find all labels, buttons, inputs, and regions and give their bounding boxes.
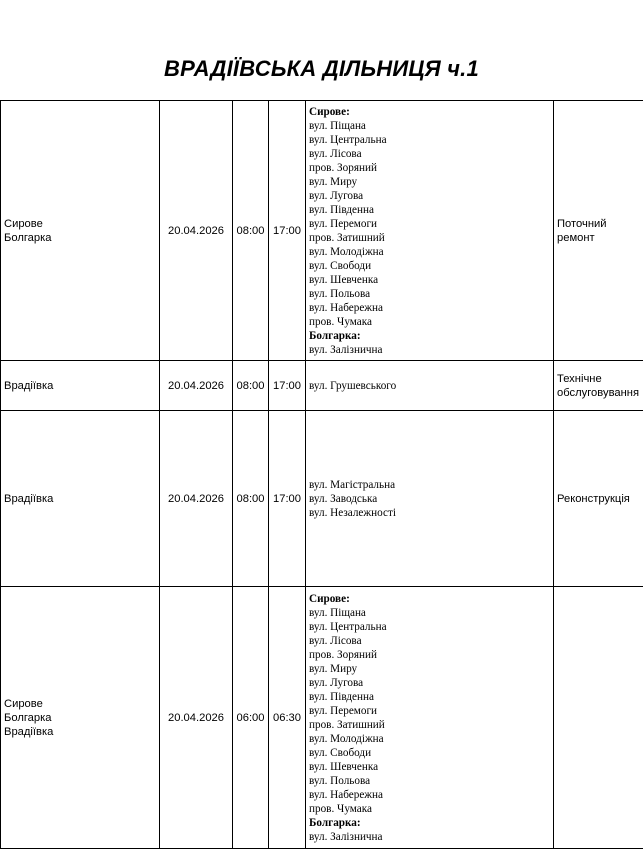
settlement-name: Сирове: [4, 697, 156, 711]
settlements-cell: [1, 101, 160, 361]
settlement-group-label: Сирове:: [309, 105, 550, 119]
street-name: вул. Південна: [309, 203, 550, 217]
street-name: вул. Молодіжна: [309, 732, 550, 746]
street-name: пров. Чумака: [309, 802, 550, 816]
end-time-cell: 06:30: [269, 587, 306, 849]
street-name: пров. Чумака: [309, 315, 550, 329]
streets-cell: [306, 361, 554, 411]
street-name: вул. Залізнична: [309, 343, 550, 357]
street-name: вул. Південна: [309, 690, 550, 704]
settlements-cell: [1, 587, 160, 849]
street-name: вул. Польова: [309, 774, 550, 788]
date-cell: 20.04.2026: [160, 587, 233, 849]
settlements-cell: [1, 361, 160, 411]
street-name: вул. Лугова: [309, 676, 550, 690]
settlement-name: Болгарка: [4, 711, 156, 725]
street-name: вул. Центральна: [309, 133, 550, 147]
start-time-cell: 08:00: [233, 361, 269, 411]
street-name: вул. Заводська: [309, 492, 550, 506]
table-row: [1, 101, 643, 361]
settlement-group-label: Сирове:: [309, 592, 550, 606]
date-cell: 20.04.2026: [160, 101, 233, 361]
street-name: пров. Зоряний: [309, 161, 550, 175]
settlement-name: Болгарка: [4, 231, 156, 245]
street-name: вул. Молодіжна: [309, 245, 550, 259]
end-time-cell: 17:00: [269, 411, 306, 587]
street-name: вул. Шевченка: [309, 273, 550, 287]
page-title: ВРАДІЇВСЬКА ДІЛЬНИЦЯ ч.1: [0, 56, 643, 82]
end-time-cell: 17:00: [269, 101, 306, 361]
streets-cell: [306, 587, 554, 849]
street-name: вул. Залізнична: [309, 830, 550, 844]
work-type-cell: [554, 587, 643, 849]
street-name: вул. Перемоги: [309, 704, 550, 718]
street-name: вул. Перемоги: [309, 217, 550, 231]
street-name: вул. Набережна: [309, 788, 550, 802]
street-name: вул. Піщана: [309, 119, 550, 133]
settlement-name: Врадіївка: [4, 492, 156, 506]
settlement-name: Врадіївка: [4, 725, 156, 739]
start-time-cell: 08:00: [233, 411, 269, 587]
start-time-cell: 06:00: [233, 587, 269, 849]
street-name: вул. Центральна: [309, 620, 550, 634]
work-type-cell: Поточний ремонт: [554, 101, 643, 361]
street-name: вул. Свободи: [309, 746, 550, 760]
work-type-cell: Технічне обслуговування: [554, 361, 643, 411]
street-name: вул. Миру: [309, 175, 550, 189]
street-name: вул. Лісова: [309, 634, 550, 648]
street-name: вул. Миру: [309, 662, 550, 676]
street-name: вул. Польова: [309, 287, 550, 301]
street-name: пров. Затишний: [309, 231, 550, 245]
settlement-name: Врадіївка: [4, 379, 156, 393]
schedule-body: [1, 101, 643, 849]
streets-cell: [306, 411, 554, 587]
street-name: вул. Лугова: [309, 189, 550, 203]
date-cell: 20.04.2026: [160, 411, 233, 587]
street-name: вул. Набережна: [309, 301, 550, 315]
settlements-cell: [1, 411, 160, 587]
table-row: [1, 587, 643, 849]
outage-schedule-table: [0, 100, 643, 849]
work-type-cell: Реконструкція: [554, 411, 643, 587]
street-name: пров. Зоряний: [309, 648, 550, 662]
street-name: вул. Свободи: [309, 259, 550, 273]
streets-cell: [306, 101, 554, 361]
date-cell: 20.04.2026: [160, 361, 233, 411]
street-name: вул. Грушевського: [309, 379, 550, 393]
table-row: [1, 411, 643, 587]
street-name: вул. Магістральна: [309, 478, 550, 492]
street-name: вул. Лісова: [309, 147, 550, 161]
table-row: [1, 361, 643, 411]
settlement-group-label: Болгарка:: [309, 816, 550, 830]
start-time-cell: 08:00: [233, 101, 269, 361]
street-name: пров. Затишний: [309, 718, 550, 732]
end-time-cell: 17:00: [269, 361, 306, 411]
street-name: вул. Незалежності: [309, 506, 550, 520]
settlement-name: Сирове: [4, 217, 156, 231]
settlement-group-label: Болгарка:: [309, 329, 550, 343]
street-name: вул. Шевченка: [309, 760, 550, 774]
street-name: вул. Піщана: [309, 606, 550, 620]
